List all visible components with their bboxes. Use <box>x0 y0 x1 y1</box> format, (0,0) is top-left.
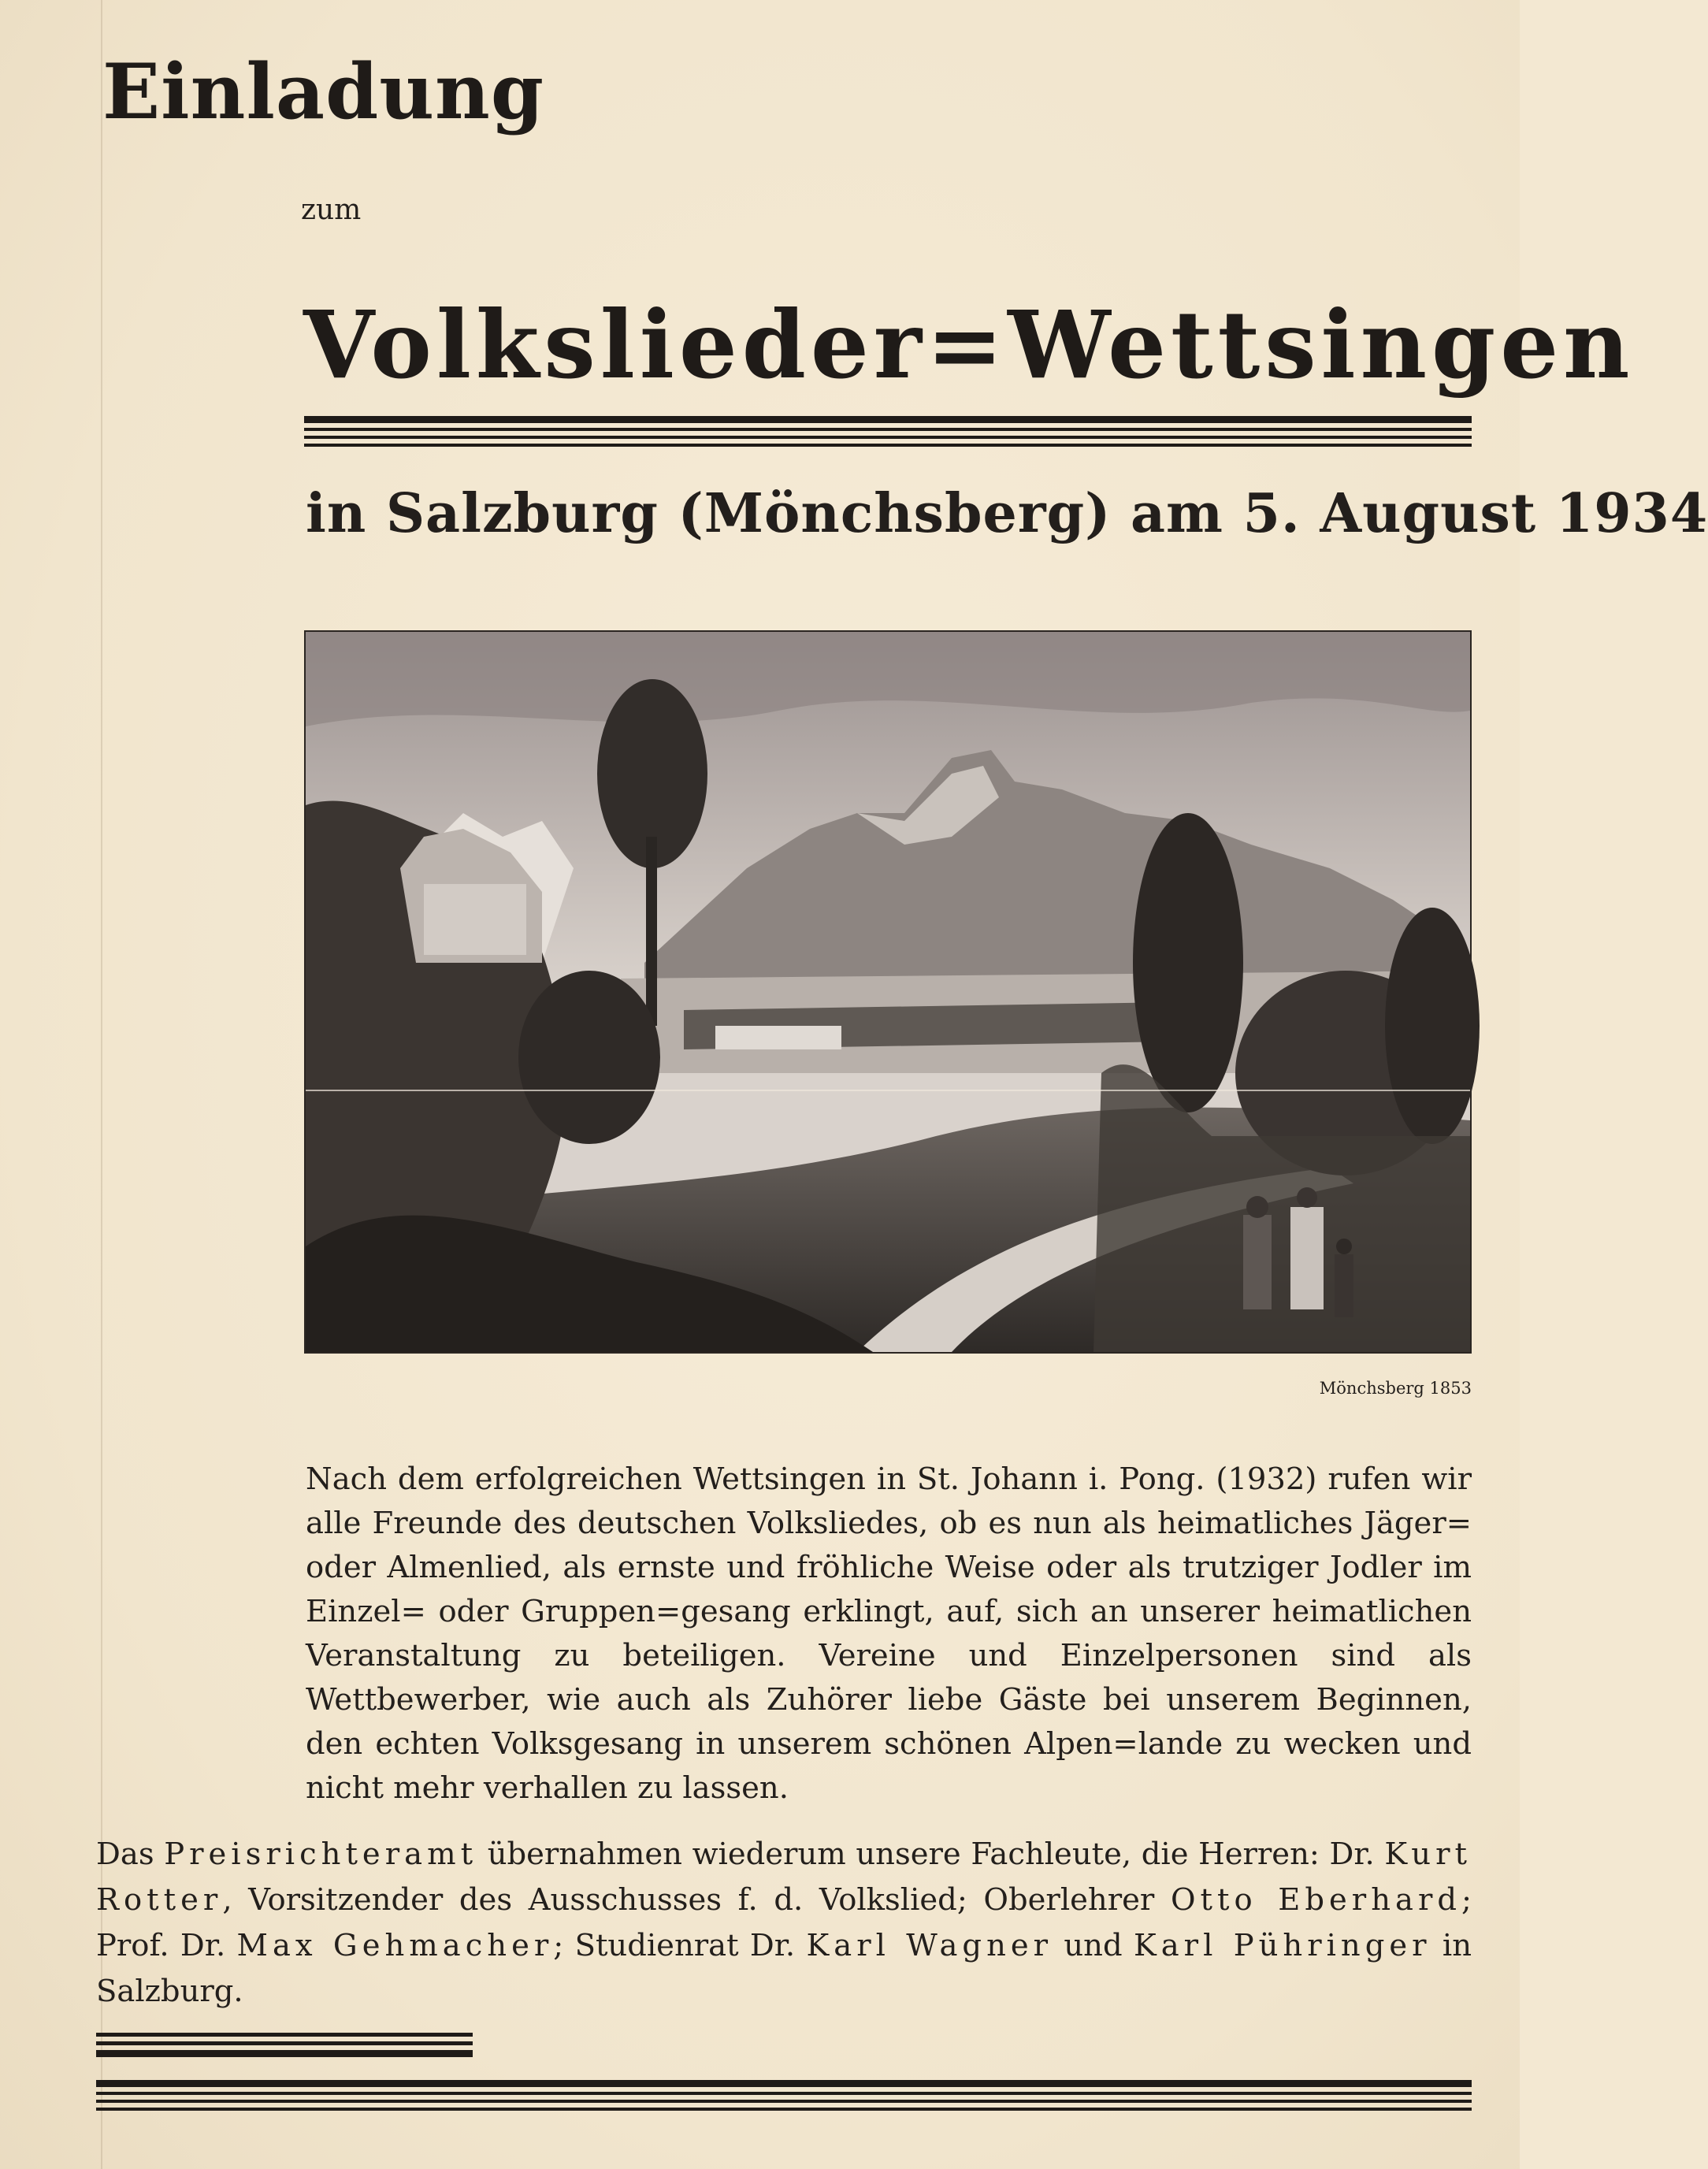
jury-intro: Das <box>96 1837 154 1872</box>
title-einladung: Einladung <box>102 47 544 136</box>
jury-text-6: in Salzburg. <box>96 1928 1472 2009</box>
main-title: Volkslieder=Wettsingen <box>303 290 1635 399</box>
jury-name-gehmacher: Max Gehmacher <box>236 1928 554 1963</box>
jury-text-1: übernahmen wiederum unsere Fachleute, die Herren: Dr. <box>487 1837 1375 1872</box>
moenchsberg-engraving <box>304 630 1472 1354</box>
jury-text-3: ; Prof. Dr. <box>96 1882 1472 1963</box>
jury-text-4: ; Studienrat Dr. <box>553 1928 796 1963</box>
picture-caption: Mönchsberg 1853 <box>1319 1379 1472 1398</box>
invitation-paragraph: Nach dem erfolgreichen Wettsingen in St. Johann i. Pong. (1932) rufen wir alle Freunde des deutschen Volksliedes, ob es nun als heimatliches Jäger= oder Almenlied, als ernste und fröhliche Weise oder als trutziger Jodler im Einzel= oder Gruppen=gesang erklingt, auf, sich an unserer heimatlichen Veranstaltung zu beteiligen. Vereine und Einzelpersonen sind als Wettbewerber, wie auch als Zuhörer liebe Gäste bei unserem Beginnen, den echten Volksgesang in unserem schönen Alpen=lande zu wecken und nicht mehr verhallen zu lassen. <box>306 1461 1472 1806</box>
title-rule <box>304 416 1472 451</box>
jury-name-puehringer: Karl Pühringer <box>1133 1928 1431 1963</box>
jury-name-wagner: Karl Wagner <box>806 1928 1053 1963</box>
jury-text-2: , Vorsitzender des Ausschusses f. d. Volkslied; Oberlehrer <box>222 1882 1155 1918</box>
jury-name-rotter: Kurt Rotter <box>96 1837 1472 1918</box>
jury-name-eberhard: Otto Eberhard <box>1170 1882 1462 1918</box>
jury-word: Preisrichteramt <box>164 1837 478 1872</box>
jury-text-5: und <box>1064 1928 1123 1963</box>
subtitle: in Salzburg (Mönchsberg) am 5. August 1934 <box>306 482 1708 545</box>
zum-label: zum <box>301 194 362 226</box>
short-rule <box>96 2033 473 2062</box>
jury-paragraph <box>96 1832 1472 2015</box>
long-rule <box>96 2080 1472 2115</box>
